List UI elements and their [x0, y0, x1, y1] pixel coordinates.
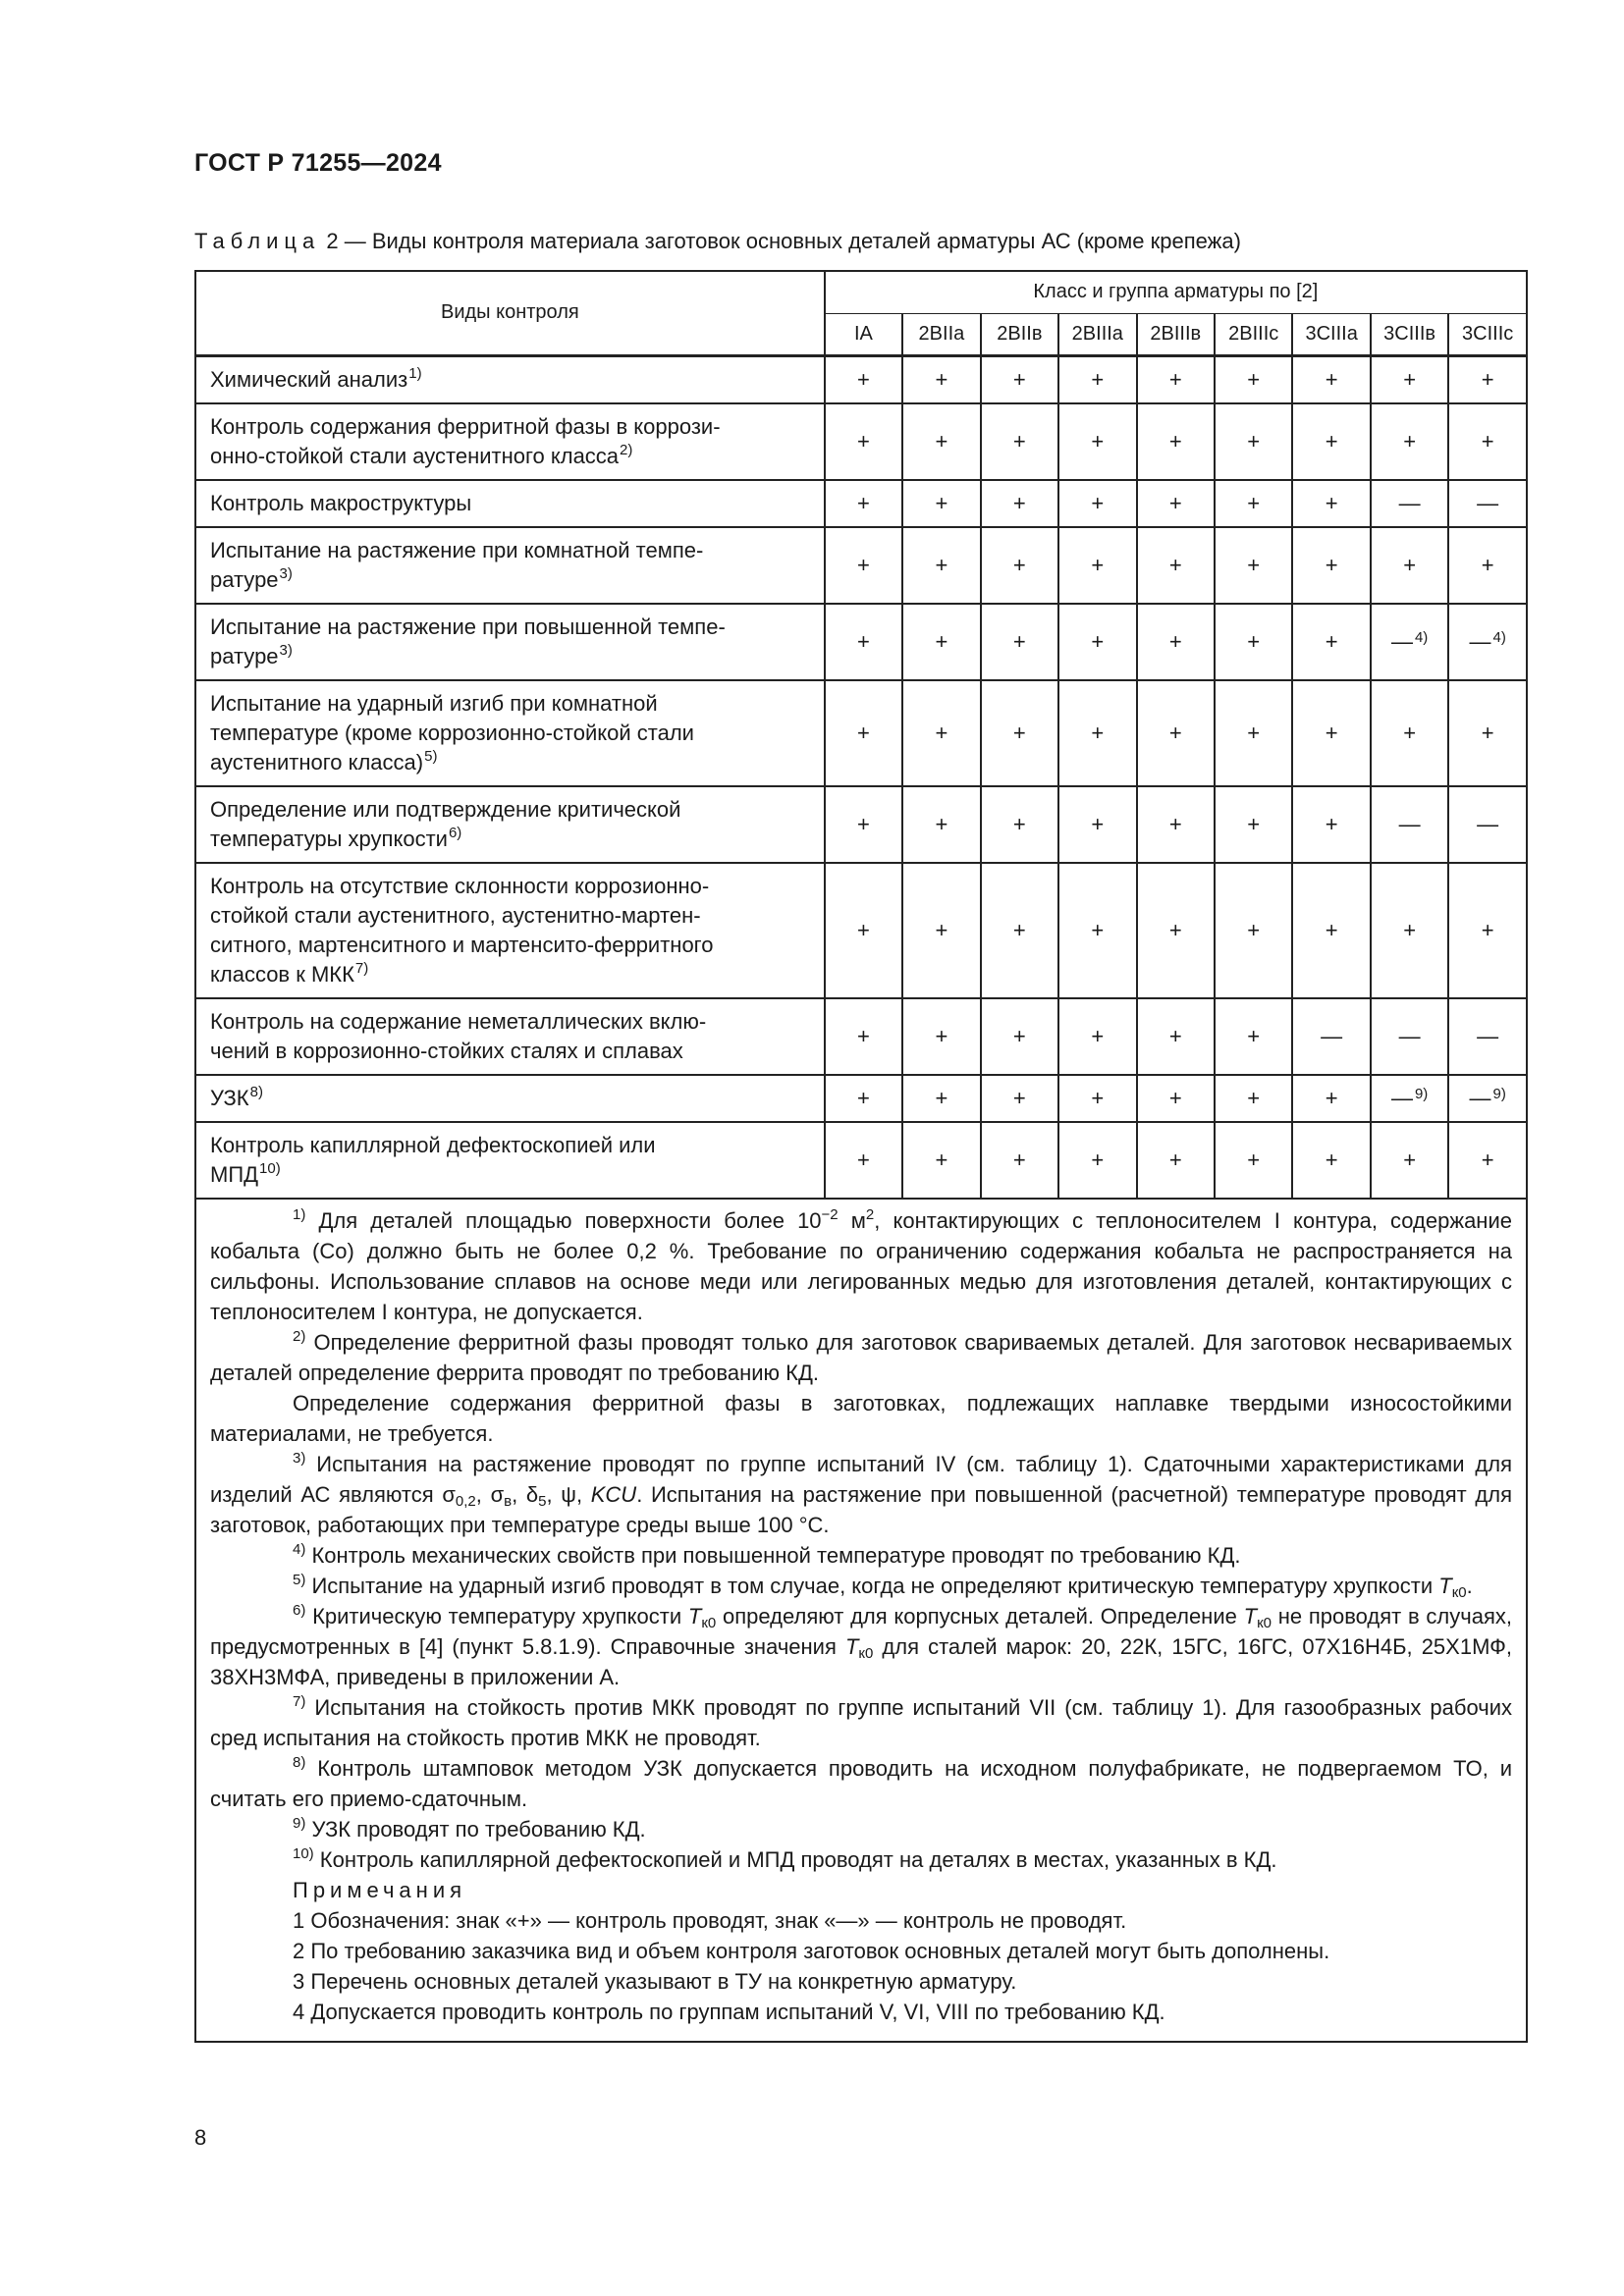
control-mark: [902, 403, 980, 480]
control-mark: [902, 1075, 980, 1122]
control-mark-symbol: +: [1091, 917, 1105, 942]
control-type-name: [195, 527, 825, 604]
document-header: ГОСТ Р 71255—2024: [194, 149, 442, 177]
control-mark: [1292, 1075, 1370, 1122]
control-mark: [981, 1122, 1058, 1199]
control-mark: [825, 998, 902, 1075]
control-mark-symbol: —: [1477, 490, 1499, 515]
control-mark-symbol: +: [1403, 428, 1417, 454]
control-mark: [1215, 480, 1292, 527]
control-type-name: [195, 604, 825, 680]
control-mark-symbol: +: [935, 552, 948, 577]
control-type-name: [195, 786, 825, 863]
control-mark-symbol: +: [1168, 917, 1182, 942]
table-caption: [194, 229, 1241, 254]
control-mark-symbol: +: [1247, 366, 1261, 392]
remark-4: 4 Допускается проводить контроль по группам испытаний V, VI, VIII по требованию КД.: [293, 1999, 1165, 2024]
control-mark-symbol: +: [1325, 1085, 1338, 1110]
footnote-4: $^{4)}$ Контроль механических свойств при повышенной температуре проводят по требованию КД.: [293, 1540, 1241, 1568]
control-mark: [1448, 1075, 1527, 1122]
control-mark-symbol: +: [1091, 428, 1105, 454]
control-mark-symbol: +: [1012, 428, 1026, 454]
control-mark: [1058, 480, 1136, 527]
control-mark: [1292, 604, 1370, 680]
footnote-10: $^{10)}$ Контроль капиллярной дефектоскопией и МПД проводят на деталях в местах, указанных в КД.: [293, 1844, 1277, 1872]
control-mark: [902, 998, 980, 1075]
control-mark: [1448, 863, 1527, 998]
control-mark-symbol: +: [1091, 720, 1105, 745]
control-mark-symbol: +: [1325, 720, 1338, 745]
control-mark-symbol: +: [935, 1085, 948, 1110]
control-mark: [1058, 1122, 1136, 1199]
class-header: 2BIIIc: [1215, 313, 1292, 355]
control-type-name: [195, 480, 825, 527]
control-mark: [981, 863, 1058, 998]
control-mark: [902, 604, 980, 680]
control-mark-symbol: +: [857, 811, 870, 836]
control-mark: [981, 355, 1058, 403]
control-mark-symbol: +: [1091, 1085, 1105, 1110]
control-mark: [1292, 786, 1370, 863]
class-header: 2BIIa: [902, 313, 980, 355]
control-mark-symbol: +: [1012, 1023, 1026, 1048]
footnote-7: $^{7)}$ Испытания на стойкость против МКК проводят по группе испытаний VII (см. таблицу 1). Для газообразных рабочих сред испытания на стойкость против МКК не проводят.: [210, 1692, 1512, 1750]
control-mark-symbol: +: [1168, 628, 1182, 654]
control-mark-symbol: +: [1481, 917, 1494, 942]
control-mark-symbol: +: [1247, 1085, 1261, 1110]
footnote-ref: 3): [279, 564, 293, 582]
control-mark: [1215, 604, 1292, 680]
control-mark-symbol: +: [1091, 1147, 1105, 1172]
control-mark: [1058, 863, 1136, 998]
control-type-line: МПД: [210, 1161, 259, 1187]
control-mark-symbol: +: [1247, 1023, 1261, 1048]
control-mark-symbol: —: [1390, 628, 1413, 654]
table-row: [195, 998, 1527, 1075]
control-mark: [1371, 863, 1448, 998]
control-mark-symbol: +: [857, 366, 870, 392]
control-mark: [1448, 604, 1527, 680]
control-mark-symbol: +: [1168, 1023, 1182, 1048]
control-mark: [825, 1122, 902, 1199]
footnote-5: $^{5)}$ Испытание на ударный изгиб проводят в том случае, когда не определяют критическую температуру хрупкости $T_{к0}$.: [293, 1571, 1473, 1601]
control-mark-symbol: —: [1469, 1085, 1491, 1110]
control-mark: [1292, 998, 1370, 1075]
control-mark-symbol: +: [1012, 720, 1026, 745]
control-mark-symbol: +: [935, 628, 948, 654]
control-mark: [1448, 527, 1527, 604]
page-number: 8: [194, 2125, 207, 2150]
control-mark: [1292, 863, 1370, 998]
control-mark: [1371, 403, 1448, 480]
control-mark: [1215, 355, 1292, 403]
control-mark: [1137, 604, 1215, 680]
control-mark: [981, 1075, 1058, 1122]
control-mark: [825, 403, 902, 480]
control-mark: [981, 527, 1058, 604]
control-type-line: температуры хрупкости: [210, 826, 448, 851]
control-mark-symbol: +: [1247, 628, 1261, 654]
control-type-name: [195, 1075, 825, 1122]
table-footnotes: [194, 1200, 1528, 2043]
footnote-ref: 5): [424, 747, 438, 765]
control-mark: [1215, 786, 1292, 863]
remarks-title: Примечания: [293, 1877, 467, 1902]
remark-3: 3 Перечень основных деталей указывают в ТУ на конкретную арматуру.: [293, 1968, 1017, 1994]
control-mark: [1371, 480, 1448, 527]
control-mark-symbol: +: [1168, 811, 1182, 836]
control-mark-symbol: +: [1168, 552, 1182, 577]
control-mark-symbol: +: [935, 917, 948, 942]
table-row: [195, 863, 1527, 998]
control-mark: [1058, 1075, 1136, 1122]
control-type-line: температуре (кроме коррозионно-стойкой стали: [210, 720, 694, 745]
control-mark-symbol: +: [1325, 552, 1338, 577]
class-header: 2BIIв: [981, 313, 1058, 355]
control-mark-symbol: +: [935, 428, 948, 454]
control-mark-symbol: +: [1325, 811, 1338, 836]
control-mark: [1058, 403, 1136, 480]
control-mark: [1371, 680, 1448, 786]
control-mark: [1292, 527, 1370, 604]
table-row: [195, 786, 1527, 863]
control-type-line: Испытание на растяжение при повышенной темпе-: [210, 614, 726, 639]
control-mark: [1058, 527, 1136, 604]
control-mark: [825, 680, 902, 786]
control-mark-symbol: +: [1247, 811, 1261, 836]
control-mark: [1215, 1075, 1292, 1122]
control-mark-symbol: +: [857, 917, 870, 942]
control-mark-symbol: +: [857, 1147, 870, 1172]
footnote-3: $^{3)}$ Испытания на растяжение проводят по группе испытаний IV (см. таблицу 1). Сдаточными характеристиками для изделий АС являются $\sigma_{0,2}$, $\sigma_в$, $\delta_5$, ψ, KCU. Испытания на растяжение при повышенной (расчетной) температуре проводят для заготовок, работающих при температуре среды выше 100 °С.: [210, 1449, 1512, 1537]
control-mark-symbol: —: [1321, 1023, 1343, 1048]
control-mark: [981, 680, 1058, 786]
control-mark: [1448, 680, 1527, 786]
control-mark-symbol: —: [1390, 1085, 1413, 1110]
control-type-line: Контроль на отсутствие склонности коррозионно-: [210, 873, 710, 898]
footnote-ref: 4): [1492, 628, 1506, 646]
control-mark-symbol: +: [857, 1023, 870, 1048]
control-type-name: [195, 403, 825, 480]
control-mark-symbol: +: [935, 1023, 948, 1048]
control-type-line: онно-стойкой стали аустенитного класса: [210, 443, 620, 468]
control-mark-symbol: +: [1091, 490, 1105, 515]
control-mark: [902, 527, 980, 604]
control-mark: [1137, 680, 1215, 786]
control-mark: [902, 355, 980, 403]
footnote-ref: 9): [1414, 1085, 1429, 1102]
control-mark: [1215, 1122, 1292, 1199]
control-mark: [981, 998, 1058, 1075]
control-type-line: Определение или подтверждение критической: [210, 796, 681, 822]
footnote-2: $^{2)}$ Определение ферритной фазы проводят только для заготовок свариваемых деталей. Для заготовок несвариваемых деталей определение феррита проводят по требованию КД.: [210, 1327, 1512, 1385]
control-type-name: [195, 1122, 825, 1199]
control-mark-symbol: —: [1477, 1023, 1499, 1048]
control-mark-symbol: +: [1012, 1085, 1026, 1110]
control-mark-symbol: +: [1325, 428, 1338, 454]
control-mark: [1292, 480, 1370, 527]
control-mark: [1448, 1122, 1527, 1199]
control-mark-symbol: —: [1398, 811, 1421, 836]
control-mark: [1137, 355, 1215, 403]
control-mark-symbol: +: [857, 628, 870, 654]
control-type-line: Контроль на содержание неметаллических вклю-: [210, 1008, 707, 1034]
control-type-line: классов к МКК: [210, 961, 354, 987]
control-mark-symbol: +: [935, 490, 948, 515]
table-row: [195, 527, 1527, 604]
footnote-9: $^{9)}$ УЗК проводят по требованию КД.: [293, 1814, 646, 1842]
control-mark-symbol: +: [1012, 490, 1026, 515]
control-mark: [1058, 604, 1136, 680]
footnote-8: $^{8)}$ Контроль штамповок методом УЗК допускается проводить на исходном полуфабрикате, не подвергаемом ТО, и считать его приемо-сдаточным.: [210, 1753, 1512, 1811]
table-caption-label: Таблица: [194, 229, 321, 253]
table-row: [195, 680, 1527, 786]
control-mark-symbol: +: [1168, 428, 1182, 454]
control-type-line: УЗК: [210, 1085, 249, 1110]
control-mark-symbol: +: [1403, 552, 1417, 577]
control-type-line: ратуре: [210, 643, 279, 668]
control-mark-symbol: +: [1247, 1147, 1261, 1172]
control-mark: [1058, 998, 1136, 1075]
table-row: [195, 480, 1527, 527]
control-type-line: аустенитного класса): [210, 749, 424, 774]
control-mark-symbol: —: [1398, 490, 1421, 515]
control-mark-symbol: +: [1325, 490, 1338, 515]
control-type-line: стойкой стали аустенитного, аустенитно-мартен-: [210, 902, 701, 928]
control-mark: [1371, 998, 1448, 1075]
table-body: [195, 355, 1527, 1199]
control-mark-symbol: —: [1477, 811, 1499, 836]
control-mark-symbol: +: [1481, 1147, 1494, 1172]
control-type-line: Испытание на растяжение при комнатной темпе-: [210, 537, 704, 562]
control-table-container: [194, 270, 1528, 2043]
control-mark: [1137, 1122, 1215, 1199]
table-row: [195, 355, 1527, 403]
control-mark-symbol: +: [1247, 490, 1261, 515]
control-mark: [1448, 480, 1527, 527]
table-row: [195, 1075, 1527, 1122]
remark-1: 1 Обозначения: знак «+» — контроль проводят, знак «—» — контроль не проводят.: [293, 1907, 1127, 1933]
control-mark: [825, 863, 902, 998]
control-mark: [1137, 998, 1215, 1075]
control-type-line: Контроль содержания ферритной фазы в коррози-: [210, 413, 721, 439]
control-type-line: ратуре: [210, 566, 279, 592]
control-mark: [825, 1075, 902, 1122]
control-mark: [1371, 786, 1448, 863]
control-mark: [1137, 480, 1215, 527]
control-mark: [902, 1122, 980, 1199]
class-header: 3CIIIв: [1371, 313, 1448, 355]
control-mark: [1448, 786, 1527, 863]
control-type-line: Химический анализ: [210, 366, 408, 392]
control-mark: [1058, 786, 1136, 863]
control-mark-symbol: +: [1091, 1023, 1105, 1048]
control-mark: [1448, 355, 1527, 403]
control-type-line: чений в коррозионно-стойких сталях и сплавах: [210, 1038, 683, 1063]
control-mark-symbol: +: [857, 720, 870, 745]
control-mark-symbol: +: [1481, 552, 1494, 577]
control-mark: [1137, 403, 1215, 480]
footnote-ref: 7): [354, 959, 369, 977]
control-mark-symbol: +: [935, 1147, 948, 1172]
control-mark-symbol: +: [1168, 366, 1182, 392]
control-mark: [1371, 1122, 1448, 1199]
control-mark-symbol: +: [1091, 366, 1105, 392]
control-type-line: Контроль капиллярной дефектоскопией или: [210, 1132, 656, 1157]
control-type-name: [195, 998, 825, 1075]
footnote-ref: 1): [408, 364, 422, 382]
control-type-line: Контроль макроструктуры: [210, 490, 472, 515]
control-mark: [1371, 527, 1448, 604]
class-header: IA: [825, 313, 902, 355]
table-caption-title: 2 — Виды контроля материала заготовок основных деталей арматуры АС (кроме крепежа): [320, 229, 1241, 253]
control-mark: [1371, 355, 1448, 403]
control-mark-symbol: +: [1091, 811, 1105, 836]
control-mark-symbol: +: [1247, 720, 1261, 745]
control-type-line: ситного, мартенситного и мартенсито-ферритного: [210, 932, 714, 957]
control-mark-symbol: +: [1325, 917, 1338, 942]
control-mark: [1292, 355, 1370, 403]
control-mark: [825, 480, 902, 527]
control-mark: [1137, 1075, 1215, 1122]
control-mark: [825, 604, 902, 680]
control-mark-symbol: +: [1168, 1147, 1182, 1172]
control-mark: [1137, 527, 1215, 604]
control-mark: [1215, 680, 1292, 786]
control-mark-symbol: +: [1012, 811, 1026, 836]
class-header: 2BIIIв: [1137, 313, 1215, 355]
control-mark-symbol: —: [1398, 1023, 1421, 1048]
control-mark-symbol: +: [1481, 428, 1494, 454]
control-mark: [1215, 863, 1292, 998]
control-mark: [1058, 355, 1136, 403]
footnote-2-continued: Определение содержания ферритной фазы в заготовках, подлежащих наплавке твердыми износостойкими материалами, не требуется.: [210, 1390, 1512, 1446]
control-mark: [1137, 863, 1215, 998]
footnote-6: $^{6)}$ Критическую температуру хрупкости $T_{к0}$ определяют для корпусных деталей. Определение $T_{к0}$ не проводят в случаях, предусмотренных в [4] (пункт 5.8.1.9). Справочные значения $T_{к0}$ для сталей марок: 20, 22К, 15ГС, 16ГС, 07Х16Н4Б, 25Х1МФ, 38ХН3МФА, приведены в приложении А.: [210, 1601, 1512, 1689]
control-mark-symbol: +: [857, 428, 870, 454]
control-mark-symbol: +: [1325, 1147, 1338, 1172]
control-mark: [1448, 403, 1527, 480]
control-mark: [981, 403, 1058, 480]
control-mark-symbol: +: [1168, 490, 1182, 515]
footnote-ref: 4): [1414, 628, 1429, 646]
control-type-line: Испытание на ударный изгиб при комнатной: [210, 690, 658, 716]
control-mark: [902, 863, 980, 998]
control-mark-symbol: +: [1403, 720, 1417, 745]
control-mark: [902, 786, 980, 863]
control-type-name: [195, 863, 825, 998]
column-header-control-type: Виды контроля: [195, 271, 825, 355]
table-row: [195, 403, 1527, 480]
control-mark: [1058, 680, 1136, 786]
control-mark-symbol: +: [935, 811, 948, 836]
control-mark: [981, 604, 1058, 680]
control-mark: [1292, 680, 1370, 786]
control-mark-symbol: +: [1481, 720, 1494, 745]
footnote-ref: 3): [279, 641, 293, 659]
control-mark: [1137, 786, 1215, 863]
control-mark: [1448, 998, 1527, 1075]
control-mark-symbol: —: [1469, 628, 1491, 654]
control-mark-symbol: +: [1168, 1085, 1182, 1110]
control-mark: [825, 355, 902, 403]
footnote-ref: 9): [1492, 1085, 1506, 1102]
footnote-ref: 6): [448, 824, 462, 841]
control-mark-symbol: +: [1012, 628, 1026, 654]
control-mark: [902, 680, 980, 786]
control-mark-symbol: +: [857, 1085, 870, 1110]
control-mark-symbol: +: [1325, 628, 1338, 654]
footnote-1: $^{1)}$ Для деталей площадью поверхности более $10^{-2}$ $м^2$, контактирующих с теплоносителем I контура, содержание кобальта (Co) должно быть не более 0,2 %. Требование по ограничению содержания кобальта не распространяется на сильфоны. Использование сплавов на основе меди или легированных медью для изготовления деталей, контактирующих с теплоносителем I контура, не допускается.: [210, 1205, 1512, 1324]
control-mark: [1292, 403, 1370, 480]
control-mark-symbol: +: [857, 490, 870, 515]
control-mark-symbol: +: [935, 720, 948, 745]
control-mark: [1371, 1075, 1448, 1122]
control-mark: [981, 480, 1058, 527]
table-row: [195, 1122, 1527, 1199]
control-mark: [1215, 527, 1292, 604]
control-mark-symbol: +: [1247, 917, 1261, 942]
control-mark: [1215, 403, 1292, 480]
control-mark: [1292, 1122, 1370, 1199]
control-mark: [825, 786, 902, 863]
control-mark-symbol: +: [1012, 1147, 1026, 1172]
control-mark: [1215, 998, 1292, 1075]
control-mark-symbol: +: [1481, 366, 1494, 392]
footnote-ref: 2): [620, 441, 633, 458]
control-mark-symbol: +: [935, 366, 948, 392]
control-mark-symbol: +: [857, 552, 870, 577]
control-mark: [981, 786, 1058, 863]
control-type-name: [195, 355, 825, 403]
control-mark: [902, 480, 980, 527]
table-row: [195, 604, 1527, 680]
control-mark-symbol: +: [1012, 552, 1026, 577]
control-mark-symbol: +: [1168, 720, 1182, 745]
control-type-name: [195, 680, 825, 786]
control-mark: [825, 527, 902, 604]
control-mark-symbol: +: [1403, 366, 1417, 392]
footnote-ref: 8): [249, 1083, 263, 1100]
class-header: 3CIIIc: [1448, 313, 1527, 355]
control-mark-symbol: +: [1012, 366, 1026, 392]
class-header: 3CIIIa: [1292, 313, 1370, 355]
control-mark-symbol: +: [1403, 1147, 1417, 1172]
control-mark-symbol: +: [1247, 552, 1261, 577]
remark-2: 2 По требованию заказчика вид и объем контроля заготовок основных деталей могут быть дополнены.: [293, 1938, 1330, 1963]
control-mark-symbol: +: [1325, 366, 1338, 392]
control-mark-symbol: +: [1091, 552, 1105, 577]
class-header: 2BIIIa: [1058, 313, 1136, 355]
control-mark-symbol: +: [1091, 628, 1105, 654]
column-header-class-group: Класс и группа арматуры по [2]: [825, 271, 1527, 313]
control-mark: [1371, 604, 1448, 680]
control-mark-symbol: +: [1247, 428, 1261, 454]
control-mark-symbol: +: [1403, 917, 1417, 942]
control-mark-symbol: +: [1012, 917, 1026, 942]
control-types-table: [194, 270, 1528, 1200]
footnote-ref: 10): [259, 1159, 281, 1177]
